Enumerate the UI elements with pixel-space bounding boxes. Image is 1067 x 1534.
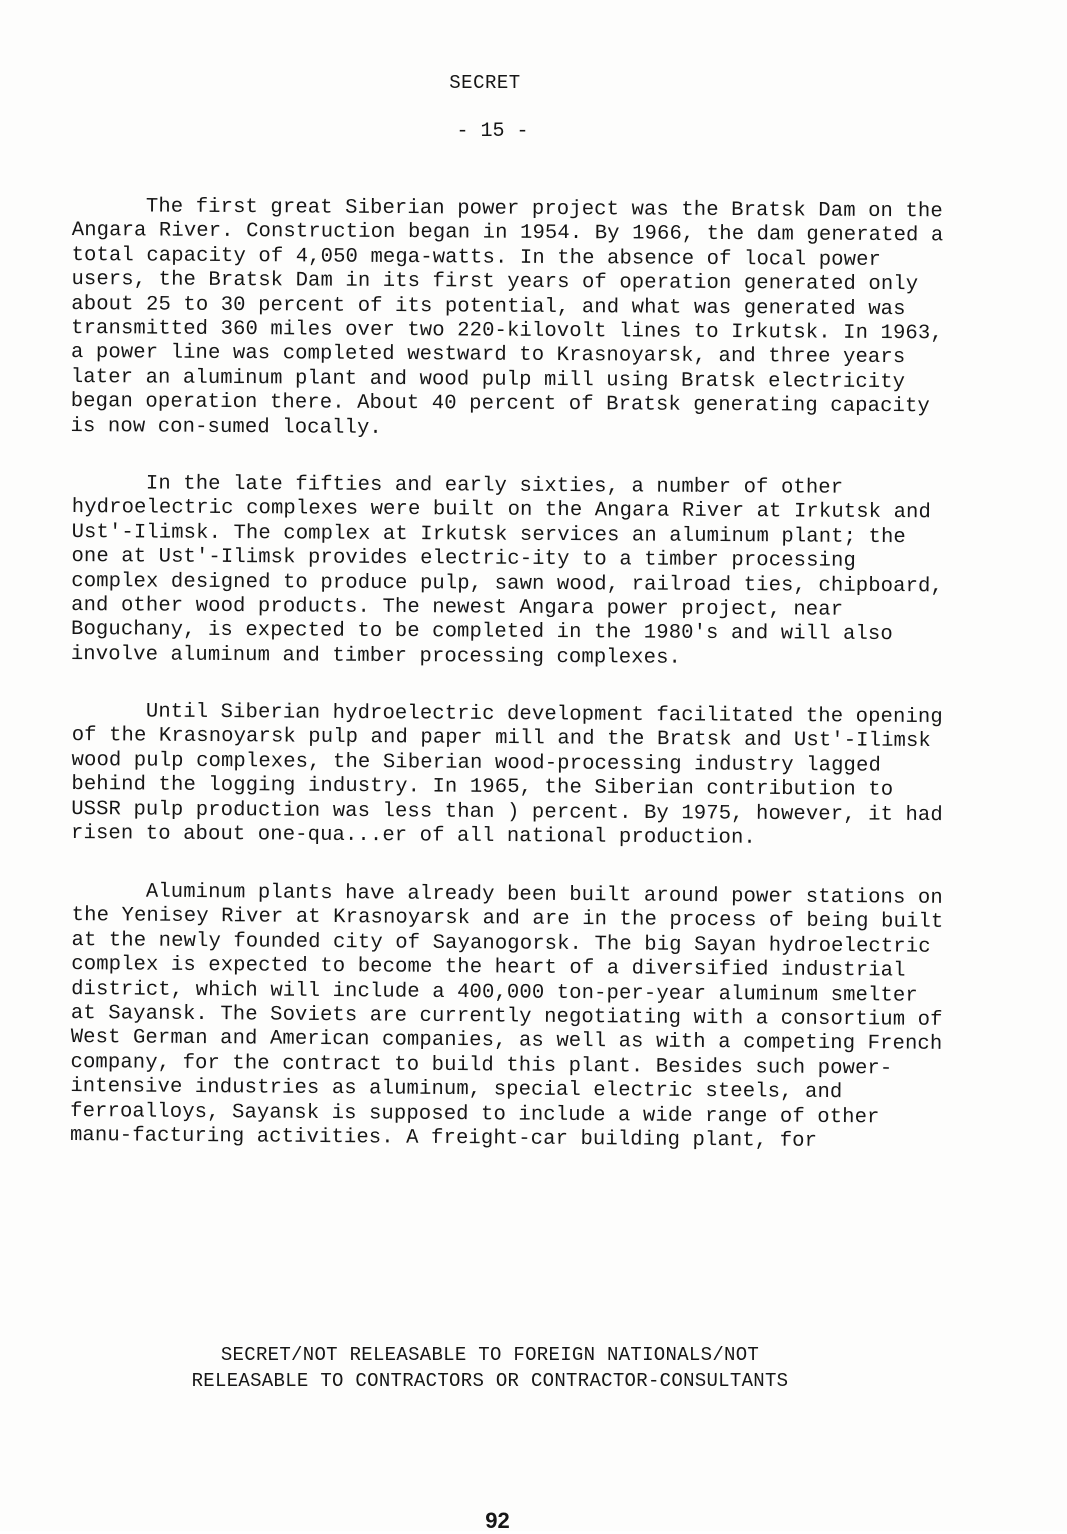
paragraph-aluminum-plants: Aluminum plants have already been built around power stations on the Yenisey River at Krasnoyarsk and are in the process of being built at the newly founded city of Sayanogorsk. The big Sayan hydroelectric complex is expected to become the heart of a diversified industrial district, which will include a 400,000 ton-per-year aluminum smelter at Sayansk. The Soviets are currently negotiating with a consortium of West German and American companies, as well as with a competing French company, for the contract to build this plant. Besides such power-intensive industries as aluminum, special electric steels, and ferroalloys, Sayansk is supposed to include a wide range of other manu-facturing activities. A freight-car building plant, for — [69, 880, 944, 1153]
paragraph-angara-complexes: In the late fifties and early sixties, a number of other hydroelectric complexes were built on the Angara River at Irkutsk and Ust'-Ilimsk. The complex at Irkutsk services an aluminum plant; the one at Ust'-Ilimsk provides electric-ity to a timber processing complex designed to produce pulp, sawn wood, railroad ties, chipboard, and other wood products. The newest Angara power project, near Boguchany, is expected to be completed in the 1980's and will also involve aluminum and timber processing complexes. — [70, 472, 944, 670]
classification-header: SECRET — [449, 72, 521, 94]
footer-line-1: SECRET/NOT RELEASABLE TO FOREIGN NATIONALS/NOT — [220, 1344, 760, 1366]
page-number-bottom: 92 — [485, 1508, 510, 1533]
page-number-top: - 15 - — [456, 120, 529, 143]
classification-footer — [60, 1342, 920, 1394]
paragraph-wood-processing: Until Siberian hydroelectric development facilitated the opening of the Krasnoyarsk pulp and paper mill and the Bratsk and Ust'-Ilimsk wood pulp complexes, the Siberian wood-processing industry lagged behind the logging industry. In 1965, the Siberian contribution to USSR pulp production was less than ) percent. By 1975, however, it had risen to about one-qua...er of all national production. — [70, 700, 943, 851]
footer-line-2: RELEASABLE TO CONTRACTORS OR CONTRACTOR-CONSULTANTS — [191, 1370, 789, 1392]
body-text — [69, 195, 952, 1181]
paragraph-bratsk-dam: The first great Siberian power project was the Bratsk Dam on the Angara River. Construction began in 1954. By 1966, the dam generated a total capacity of 4,050 mega-watts. In the absence of local power users, the Bratsk Dam in its first years of operation generated only about 25 to 30 percent of its potential, and what was generated was transmitted 360 miles over two 220-kilovolt lines to Irkutsk. In 1963, a power line was completed westward to Krasnoyarsk, and three years later an aluminum plant and wood pulp mill using Bratsk electricity began operation there. About 40 percent of Bratsk generating capacity is now con-sumed locally. — [70, 195, 944, 440]
